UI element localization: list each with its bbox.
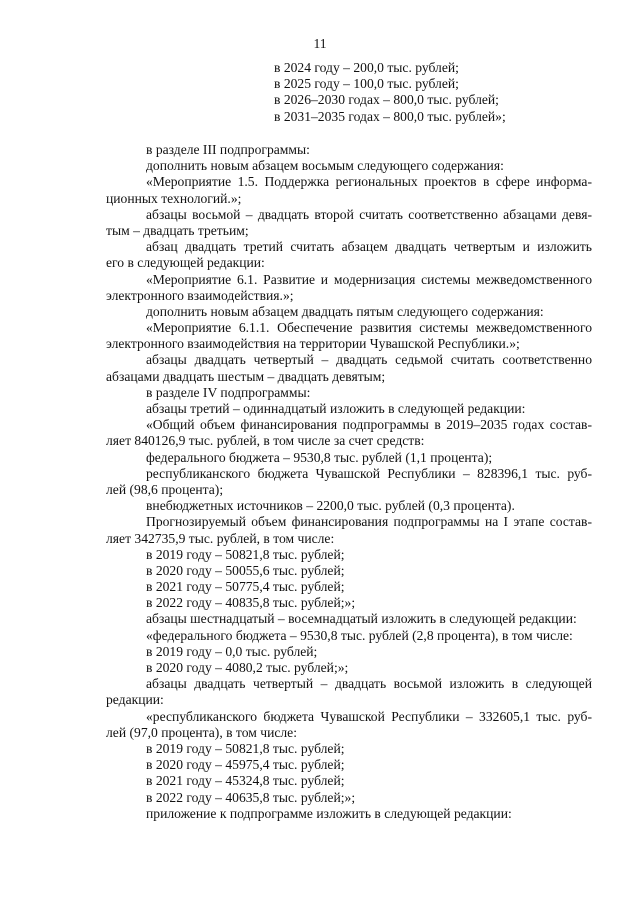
- text-line: абзацы двадцать четвертый – двадцать восьмой изложить в следующей: [146, 676, 592, 692]
- text-line: в 2019 году – 0,0 тыс. рублей;: [146, 643, 318, 659]
- text-line: лей (97,0 процента), в том числе:: [106, 724, 297, 740]
- text-line: его в следующей редакции:: [106, 255, 265, 271]
- text-line: ционных технологий.»;: [106, 190, 242, 206]
- text-line: в 2022 году – 40635,8 тыс. рублей;»;: [146, 789, 356, 805]
- text-line: абзацы двадцать четвертый – двадцать седьмой считать соответственно: [146, 352, 592, 368]
- top-line: в 2031–2035 годах – 800,0 тыс. рублей»;: [274, 108, 506, 124]
- text-line: федерального бюджета – 9530,8 тыс. рублей (1,1 процента);: [146, 449, 493, 465]
- text-line: абзацами двадцать шестым – двадцать девятым;: [106, 368, 386, 384]
- text-line: в 2021 году – 45324,8 тыс. рублей;: [146, 773, 345, 789]
- text-line: редакции:: [106, 692, 164, 708]
- top-line: в 2024 году – 200,0 тыс. рублей;: [274, 60, 459, 75]
- top-line: в 2026–2030 годах – 800,0 тыс. рублей;: [274, 92, 499, 108]
- text-line: лей (98,6 процента);: [106, 481, 224, 497]
- top-list: [106, 60, 592, 125]
- text-line: тым – двадцать третьим;: [106, 222, 249, 238]
- text-line: ляет 840126,9 тыс. рублей, в том числе за счет средств:: [106, 433, 425, 449]
- text-line: в 2020 году – 4080,2 тыс. рублей;»;: [146, 660, 349, 675]
- text-line: внебюджетных источников – 2200,0 тыс. рублей (0,3 процента).: [146, 498, 515, 514]
- text-line: в 2019 году – 50821,8 тыс. рублей;: [146, 740, 345, 756]
- text-line: республиканского бюджета Чувашской Республики – 828396,1 тыс. руб-: [146, 465, 592, 481]
- text-line: ляет 342735,9 тыс. рублей, в том числе:: [106, 530, 335, 546]
- text-line: в 2022 году – 40835,8 тыс. рублей;»;: [146, 595, 356, 611]
- text-line: в 2019 году – 50821,8 тыс. рублей;: [146, 546, 345, 562]
- text-line: в разделе IV подпрограммы:: [146, 384, 311, 400]
- page-number: 11: [313, 36, 327, 51]
- text-line: в 2021 году – 50775,4 тыс. рублей;: [146, 579, 345, 595]
- body-text: [106, 142, 592, 822]
- text-line: приложение к подпрограмме изложить в следующей редакции:: [146, 805, 512, 821]
- text-line: абзацы восьмой – двадцать второй считать соответственно абзацами девя-: [146, 206, 592, 222]
- text-line: дополнить новым абзацем двадцать пятым следующего содержания:: [146, 303, 544, 319]
- text-line: Прогнозируемый объем финансирования подпрограммы на I этапе состав-: [146, 514, 592, 530]
- text-line: электронного взаимодействия на территории Чувашской Республики.»;: [106, 336, 520, 352]
- text-line: «Мероприятие 1.5. Поддержка региональных проектов в сфере информа-: [146, 174, 592, 190]
- text-line: дополнить новым абзацем восьмым следующего содержания:: [146, 158, 504, 174]
- text-line: в 2020 году – 45975,4 тыс. рублей;: [146, 757, 345, 773]
- text-line: «федерального бюджета – 9530,8 тыс. рублей (2,8 процента), в том числе:: [146, 627, 573, 643]
- text-line: абзацы шестнадцатый – восемнадцатый изложить в следующей редакции:: [146, 611, 577, 627]
- top-line: в 2025 году – 100,0 тыс. рублей;: [274, 76, 459, 92]
- text-line: абзацы третий – одиннадцатый изложить в следующей редакции:: [146, 401, 526, 416]
- text-line: электронного взаимодействия.»;: [106, 287, 294, 303]
- text-line: «Общий объем финансирования подпрограммы в 2019–2035 годах состав-: [146, 417, 592, 433]
- text-line: в разделе III подпрограммы:: [146, 142, 310, 157]
- text-line: абзац двадцать третий считать абзацем двадцать четвертым и изложить: [146, 239, 592, 255]
- text-line: «Мероприятие 6.1. Развитие и модернизация системы межведомственного: [146, 271, 592, 287]
- text-line: «республиканского бюджета Чувашской Республики – 332605,1 тыс. руб-: [146, 708, 592, 724]
- text-line: в 2020 году – 50055,6 тыс. рублей;: [146, 562, 345, 578]
- text-line: «Мероприятие 6.1.1. Обеспечение развития системы межведомственного: [146, 320, 592, 336]
